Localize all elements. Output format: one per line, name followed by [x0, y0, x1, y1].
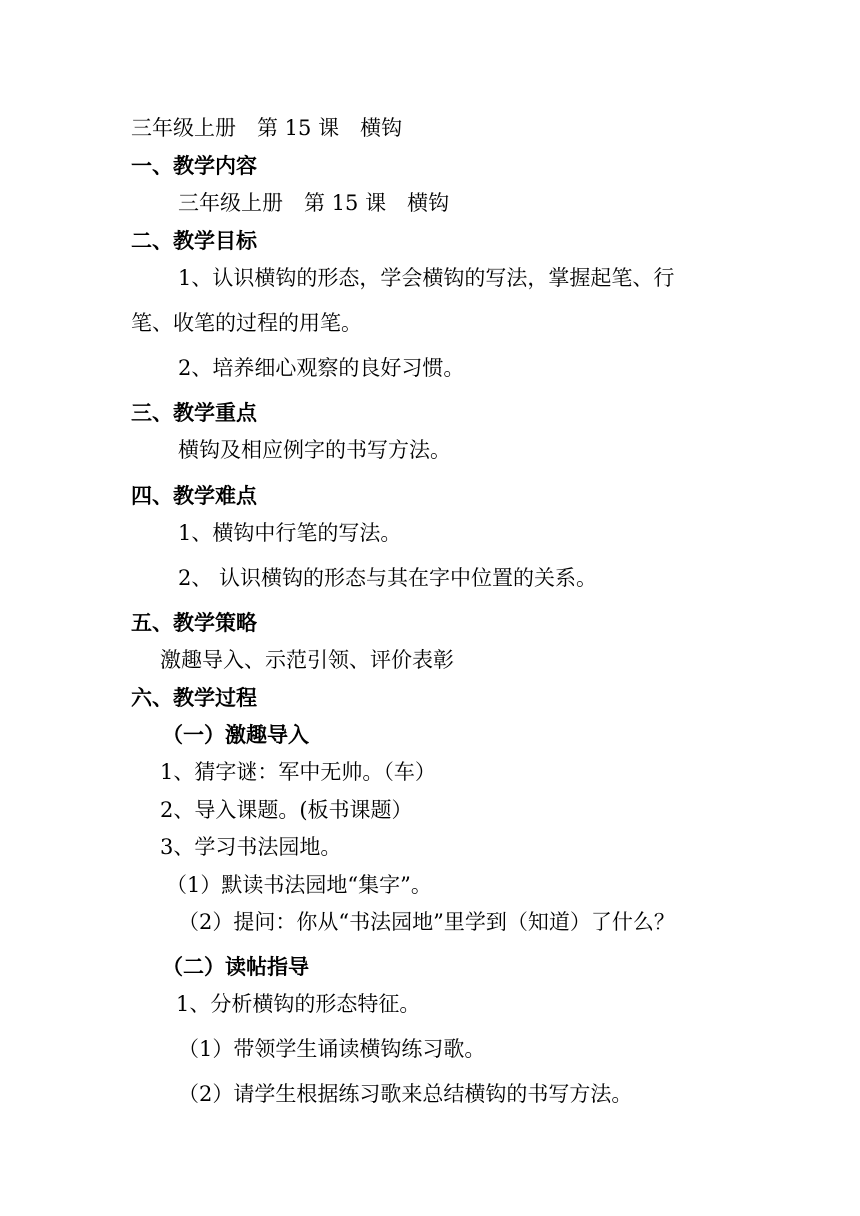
document-title-line: 三年级上册 第 15 课 横钩 — [131, 116, 403, 140]
section-heading-process: 六、教学过程 — [131, 686, 257, 710]
process-part-1-item-2: 2、导入课题。(板书课题） — [160, 798, 413, 822]
difficulty-item-1: 1、横钩中行笔的写法。 — [178, 521, 402, 545]
process-part-2-item-1: 1、分析横钩的形态特征。 — [176, 992, 421, 1016]
strategy-text: 激趣导入、示范引领、评价表彰 — [160, 648, 454, 672]
process-part-2-sub-1: （1）带领学生诵读横钩练习歌。 — [178, 1037, 486, 1061]
process-part-2-heading: （二）读帖指导 — [162, 955, 309, 979]
process-part-1-item-3: 3、学习书法园地。 — [160, 835, 342, 859]
section-heading-key-points: 三、教学重点 — [131, 401, 257, 425]
process-part-1-item-1: 1、猜字谜：军中无帅。（车） — [160, 760, 436, 784]
process-part-1-heading: （一）激趣导入 — [162, 723, 309, 747]
section-heading-strategy: 五、教学策略 — [131, 611, 257, 635]
goal-item-1-line-2: 笔、收笔的过程的用笔。 — [131, 311, 362, 335]
section-content-text: 三年级上册 第 15 课 横钩 — [178, 191, 450, 215]
process-part-1-sub-1: （1）默读书法园地“集字”。 — [166, 873, 432, 897]
process-part-1-sub-2: （2）提问：你从“书法园地”里学到（知道）了什么？ — [178, 910, 675, 934]
goal-item-2: 2、培养细心观察的良好习惯。 — [178, 356, 465, 380]
section-heading-content: 一、教学内容 — [131, 154, 257, 178]
goal-item-1-line-1: 1、认识横钩的形态，学会横钩的写法，掌握起笔、行 — [178, 266, 675, 290]
section-heading-difficulties: 四、教学难点 — [131, 484, 257, 508]
process-part-2-sub-2: （2）请学生根据练习歌来总结横钩的书写方法。 — [178, 1082, 633, 1106]
section-heading-goals: 二、教学目标 — [131, 229, 257, 253]
key-points-text: 横钩及相应例字的书写方法。 — [178, 438, 451, 462]
difficulty-item-2: 2、 认识横钩的形态与其在字中位置的关系。 — [178, 566, 598, 590]
